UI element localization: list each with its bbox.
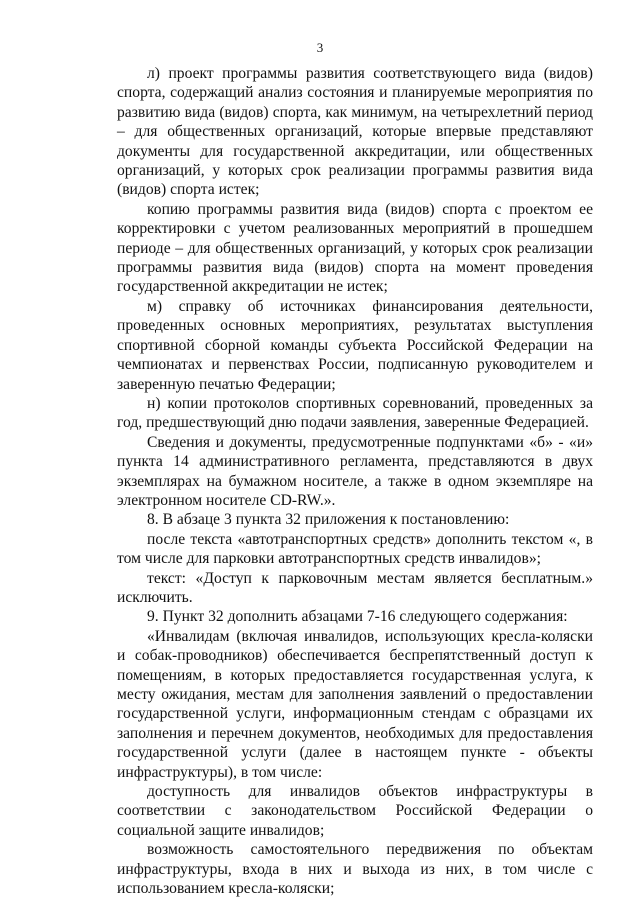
paragraph-item-8: 8. В абзаце 3 пункта 32 приложения к постановлению: (147, 511, 510, 529)
paragraph-item-9: 9. Пункт 32 дополнить абзацами 7-16 следующего содержания: (147, 608, 568, 626)
paragraph-after-text-addition: после текста «автотранспортных средств» дополнить текстом «, в том числе для парковки автотранспортных средств инвалидов»; (117, 530, 593, 568)
paragraph-l-program-project: л) проект программы развития соответствующего вида (видов) спорта, содержащий анализ состояния и планируемые мероприятия по развитию вида (видов) спорта, как минимум, на четырехлетний период – для общественных организаций, которые впервые представляют документы для государственной аккредитации, или общественных организаций, у которых срок реализации программы развития вида (видов) спорта истек; (117, 65, 593, 199)
paragraph-n-protocol-copies: н) копии протоколов спортивных соревнований, проведенных за год, предшествующий дню подачи заявления, заверенные Федерацией. (117, 394, 593, 432)
paragraph-disabled-access: «Инвалидам (включая инвалидов, использующих кресла-коляски и собак-проводников) обеспечивается беспрепятственный доступ к помещениям, в которых предоставляется государственная услуга, к месту ожидания, местам для заполнения заявлений о предоставлении государственной услуги, информационным стендам с образцами их заполнения и перечнем документов, необходимых для предоставления государственной услуги (далее в настоящем пункте - объекты инфраструктуры), в том числе: (117, 627, 593, 781)
page-number: 3 (316, 40, 324, 55)
paragraph-documents-submission: Сведения и документы, предусмотренные подпунктами «б» - «и» пункта 14 административного регламента, представляются в двух экземплярах на бумажном носителе, а также в одном экземпляре на электронном носителе CD-RW.». (117, 433, 593, 509)
paragraph-infrastructure-availability: доступность для инвалидов объектов инфраструктуры в соответствии с законодательством Российской Федерации о социальной защите инвалидов; (117, 783, 593, 839)
paragraph-m-financing-certificate: м) справку об источниках финансирования деятельности, проведенных основных мероприятиях, результатах выступления спортивной сборной команды субъекта Российской Федерации на чемпионатах и первенствах России, подписанную руководителем и заверенную печатью Федерации; (117, 297, 593, 393)
paragraph-program-copy: копию программы развития вида (видов) спорта с проектом ее корректировки с учетом реализованных мероприятий в прошедшем периоде – для общественных организаций, у которых срок реализации программы развития вида (видов) спорта на момент проведения государственной аккредитации не истек; (117, 200, 593, 296)
paragraph-text-exclusion: текст: «Доступ к парковочным местам является бесплатным.» исключить. (117, 569, 593, 606)
paragraph-independent-movement: возможность самостоятельного передвижения по объектам инфраструктуры, входа в них и выхода из них, в том числе с использованием кресла-коляски; (117, 841, 593, 898)
document-body (117, 64, 593, 898)
